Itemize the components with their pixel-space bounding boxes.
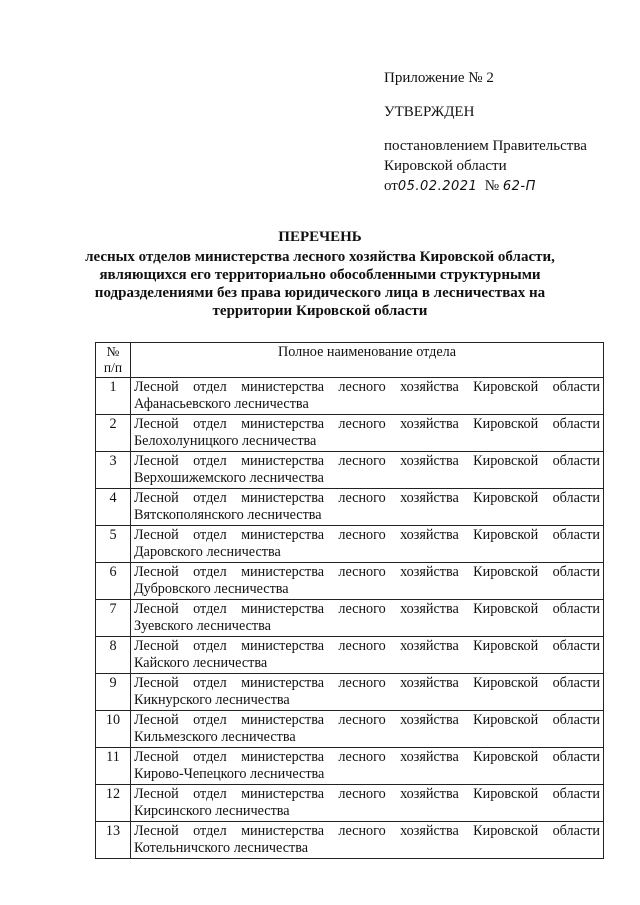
row-name-line-1: Лесной отдел министерства лесного хозяйства Кировской области [134,638,600,654]
heading-title: ПЕРЕЧЕНЬ [278,229,362,245]
row-name-line-1: Лесной отдел министерства лесного хозяйства Кировской области [134,601,600,617]
row-name-line-2: Дубровского лесничества [134,581,289,597]
row-name-line-1: Лесной отдел министерства лесного хозяйства Кировской области [134,823,600,839]
row-name-line-1: Лесной отдел министерства лесного хозяйства Кировской области [134,453,600,469]
row-number: 6 [96,563,131,600]
row-number: 5 [96,526,131,563]
row-name-line-1: Лесной отдел министерства лесного хозяйства Кировской области [134,416,600,432]
row-number: 8 [96,637,131,674]
table-row [96,637,604,674]
row-number: 11 [96,748,131,785]
row-name-line-1: Лесной отдел министерства лесного хозяйства Кировской области [134,675,600,691]
document-heading [80,228,560,320]
row-name-line-1: Лесной отдел министерства лесного хозяйства Кировской области [134,527,600,543]
row-number: 9 [96,674,131,711]
table-header-row [96,343,604,378]
row-name [131,748,604,785]
row-name [131,489,604,526]
header-name: Полное наименование отдела [131,343,604,378]
row-name [131,526,604,563]
heading-line-3: подразделениями без права юридического лица в лесничествах на [94,285,546,301]
table-row [96,785,604,822]
approval-block [384,68,624,197]
row-name-line-1: Лесной отдел министерства лесного хозяйства Кировской области [134,712,600,728]
row-name-line-2: Верхошижемского лесничества [134,470,324,486]
table-row [96,674,604,711]
table-row [96,489,604,526]
row-name-line-2: Белохолуницкого лесничества [134,433,317,449]
row-name-line-2: Вятскополянского лесничества [134,507,322,523]
appendix-label: Приложение № 2 [384,70,494,86]
table-row [96,415,604,452]
table-row [96,378,604,415]
number-prefix: № [484,178,500,194]
row-name [131,378,604,415]
departments-table [95,342,604,859]
row-name-line-1: Лесной отдел министерства лесного хозяйства Кировской области [134,379,600,395]
row-name-line-1: Лесной отдел министерства лесного хозяйства Кировской области [134,786,600,802]
table-row [96,711,604,748]
row-name-line-2: Кайского лесничества [134,655,268,671]
date-prefix: от [384,178,398,194]
row-number: 10 [96,711,131,748]
table-row [96,748,604,785]
table-row [96,526,604,563]
decree-line-1: постановлением Правительства [384,138,587,154]
row-name [131,452,604,489]
table-row [96,452,604,489]
row-name [131,637,604,674]
table-row [96,600,604,637]
row-name-line-2: Кикнурского лесничества [134,692,290,708]
row-name [131,415,604,452]
row-name-line-2: Кирсинского лесничества [134,803,290,819]
row-name [131,711,604,748]
row-number: 13 [96,822,131,859]
row-name [131,822,604,859]
decree-line-2: Кировской области [384,158,507,174]
row-number: 1 [96,378,131,415]
row-number: 4 [96,489,131,526]
heading-line-2: являющихся его территориально обособленными структурными [99,267,541,283]
row-name-line-2: Кильмезского лесничества [134,729,296,745]
row-name-line-2: Котельничского лесничества [134,840,309,856]
decree-date-number [384,176,624,197]
row-name [131,674,604,711]
row-name-line-2: Кирово-Чепецкого лесничества [134,766,325,782]
approved-label: УТВЕРЖДЕН [384,104,475,120]
row-name-line-1: Лесной отдел министерства лесного хозяйства Кировской области [134,490,600,506]
table-row [96,563,604,600]
row-name-line-1: Лесной отдел министерства лесного хозяйства Кировской области [134,564,600,580]
row-number: 12 [96,785,131,822]
row-name [131,563,604,600]
table-row [96,822,604,859]
row-number: 7 [96,600,131,637]
row-number: 2 [96,415,131,452]
row-name-line-2: Даровского лесничества [134,544,281,560]
row-name-line-2: Зуевского лесничества [134,618,271,634]
row-name [131,785,604,822]
row-name [131,600,604,637]
row-number: 3 [96,452,131,489]
handwritten-date: 05.02.2021 [397,179,478,194]
heading-line-1: лесных отделов министерства лесного хозяйства Кировской области, [85,249,555,265]
row-name-line-1: Лесной отдел министерства лесного хозяйства Кировской области [134,749,600,765]
header-number: № п/п [96,343,131,378]
row-name-line-2: Афанасьевского лесничества [134,396,309,412]
handwritten-number: 62-П [502,179,536,194]
heading-line-4: территории Кировской области [212,303,428,319]
